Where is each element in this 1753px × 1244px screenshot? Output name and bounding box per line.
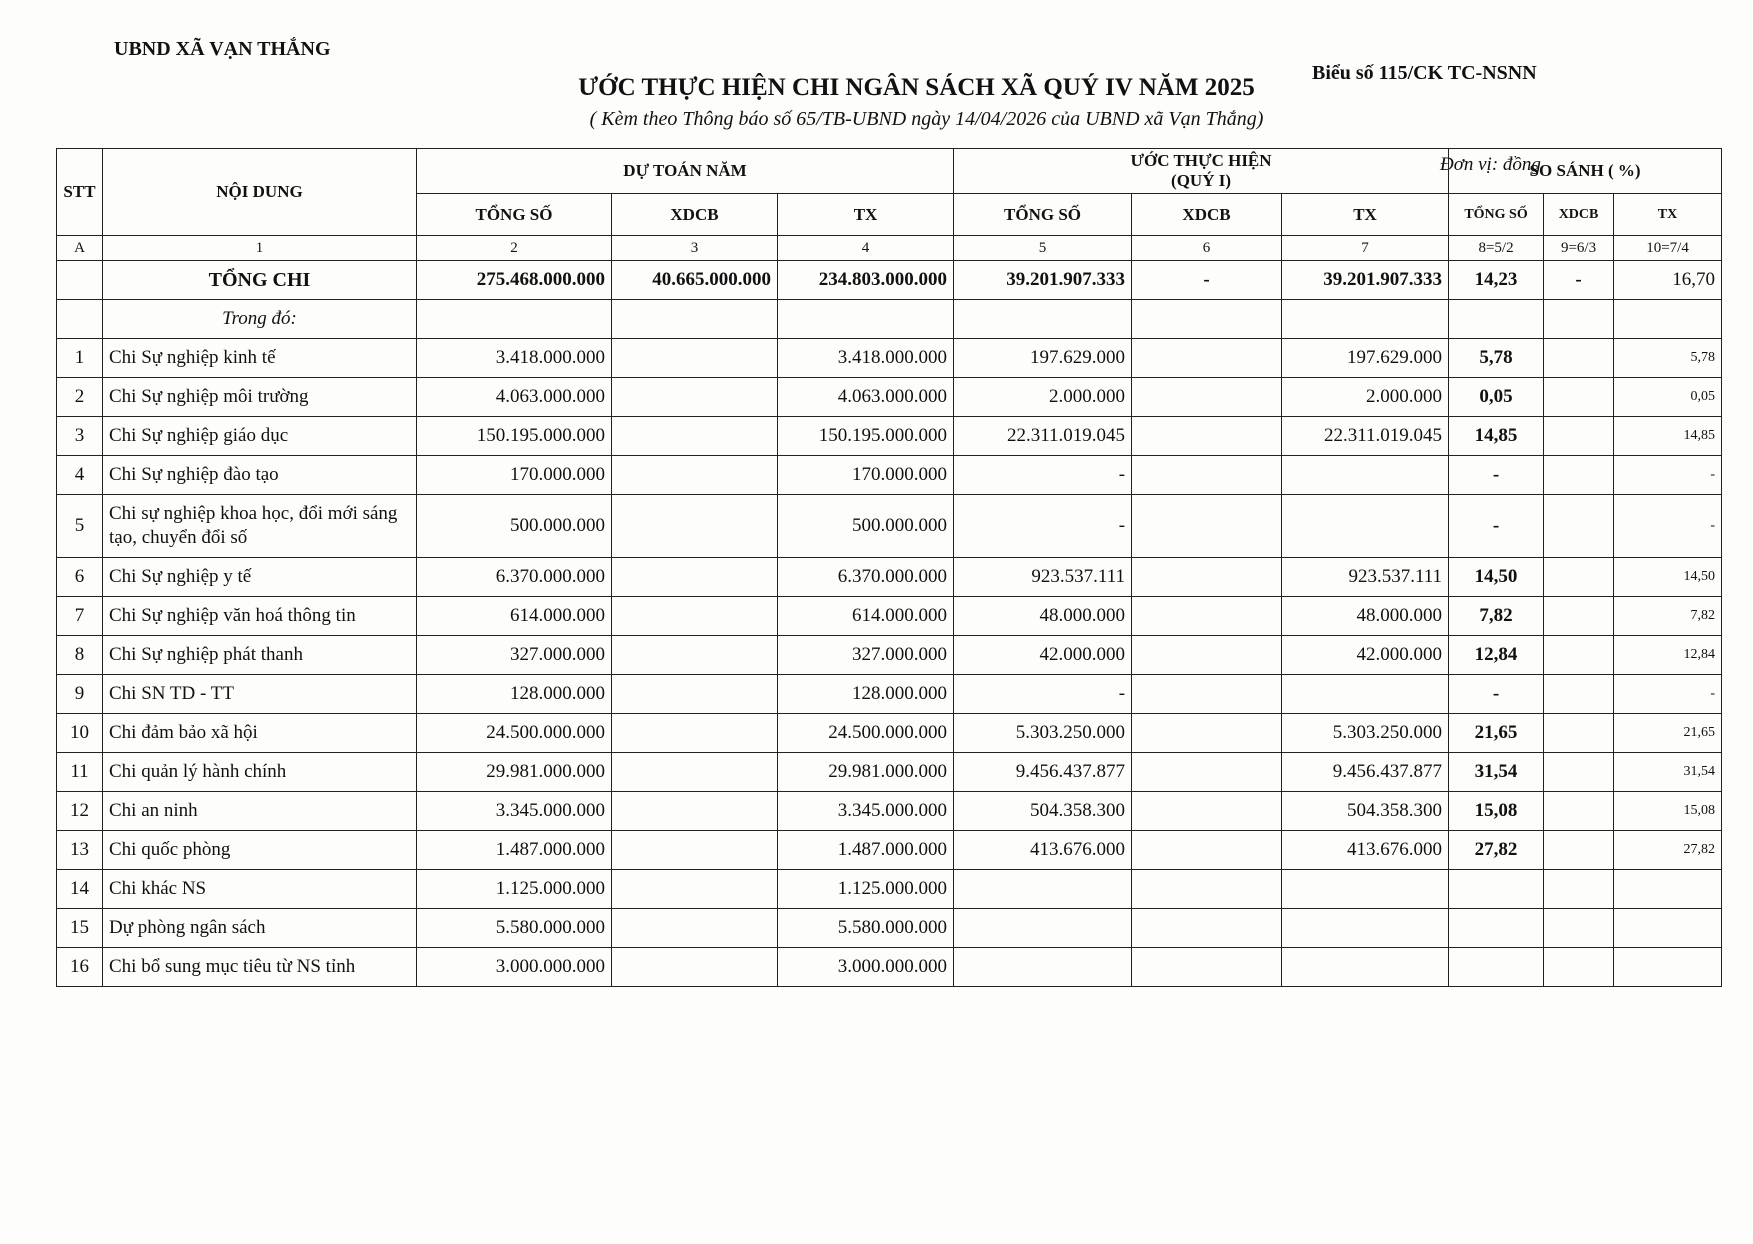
- row-compare-tx: 5,78: [1614, 339, 1722, 378]
- row-budget-xdcb: [612, 714, 778, 753]
- total-stt-cell: [57, 261, 103, 300]
- row-budget-xdcb: [612, 339, 778, 378]
- row-budget-tx: 29.981.000.000: [778, 753, 954, 792]
- row-budget-xdcb: [612, 831, 778, 870]
- col-budget-xdcb: XDCB: [612, 194, 778, 236]
- row-content: Chi bổ sung mục tiêu từ NS tỉnh: [103, 948, 417, 987]
- table-row: [57, 378, 1722, 417]
- row-budget-tx: 3.000.000.000: [778, 948, 954, 987]
- row-estimate-tx: 504.358.300: [1282, 792, 1449, 831]
- row-estimate-total: -: [954, 495, 1132, 558]
- row-content: Chi Sự nghiệp kinh tế: [103, 339, 417, 378]
- row-estimate-xdcb: [1132, 339, 1282, 378]
- row-estimate-tx: [1282, 456, 1449, 495]
- row-budget-total: 327.000.000: [417, 636, 612, 675]
- row-budget-xdcb: [612, 636, 778, 675]
- row-budget-total: 4.063.000.000: [417, 378, 612, 417]
- row-budget-tx: 327.000.000: [778, 636, 954, 675]
- row-estimate-total: [954, 909, 1132, 948]
- row-budget-tx: 6.370.000.000: [778, 558, 954, 597]
- col-budget-tx: TX: [778, 194, 954, 236]
- total-budget-total: 275.468.000.000: [417, 261, 612, 300]
- row-estimate-tx: [1282, 675, 1449, 714]
- row-estimate-total: 923.537.111: [954, 558, 1132, 597]
- row-estimate-xdcb: [1132, 378, 1282, 417]
- sub-label-row: [57, 300, 1722, 339]
- row-compare-xdcb: [1544, 870, 1614, 909]
- total-compare-xdcb: -: [1544, 261, 1614, 300]
- row-estimate-tx: 923.537.111: [1282, 558, 1449, 597]
- index-cell: 10=7/4: [1614, 236, 1722, 261]
- table-row: [57, 636, 1722, 675]
- row-compare-tx: -: [1614, 675, 1722, 714]
- col-group-estimate-line1: ƯỚC THỰC HIỆN: [1130, 151, 1272, 170]
- row-compare-tx: 0,05: [1614, 378, 1722, 417]
- row-compare-total: 14,50: [1449, 558, 1544, 597]
- row-budget-tx: 614.000.000: [778, 597, 954, 636]
- row-compare-xdcb: [1544, 948, 1614, 987]
- row-content: Chi Sự nghiệp môi trường: [103, 378, 417, 417]
- row-estimate-xdcb: [1132, 831, 1282, 870]
- table-row: [57, 792, 1722, 831]
- row-budget-xdcb: [612, 948, 778, 987]
- row-content: Chi Sự nghiệp đào tạo: [103, 456, 417, 495]
- row-estimate-total: 42.000.000: [954, 636, 1132, 675]
- row-estimate-tx: [1282, 909, 1449, 948]
- row-estimate-xdcb: [1132, 753, 1282, 792]
- row-budget-xdcb: [612, 495, 778, 558]
- row-stt: 9: [57, 675, 103, 714]
- row-stt: 4: [57, 456, 103, 495]
- row-compare-total: -: [1449, 675, 1544, 714]
- row-budget-total: 1.125.000.000: [417, 870, 612, 909]
- row-compare-xdcb: [1544, 909, 1614, 948]
- form-code: Biểu số 115/CK TC-NSNN: [1312, 62, 1537, 84]
- row-estimate-tx: 413.676.000: [1282, 831, 1449, 870]
- row-estimate-xdcb: [1132, 558, 1282, 597]
- document-title: ƯỚC THỰC HIỆN CHI NGÂN SÁCH XÃ QUÝ IV NĂM 2025: [578, 74, 1255, 101]
- row-compare-total: 31,54: [1449, 753, 1544, 792]
- row-budget-total: 170.000.000: [417, 456, 612, 495]
- table-row: [57, 339, 1722, 378]
- row-budget-xdcb: [612, 456, 778, 495]
- total-compare-tx: 16,70: [1614, 261, 1722, 300]
- col-group-estimate-line2: (QUÝ I): [1171, 171, 1231, 190]
- col-estimate-xdcb: XDCB: [1132, 194, 1282, 236]
- row-estimate-xdcb: [1132, 495, 1282, 558]
- row-estimate-tx: [1282, 948, 1449, 987]
- row-estimate-xdcb: [1132, 675, 1282, 714]
- row-compare-xdcb: [1544, 339, 1614, 378]
- row-compare-total: [1449, 948, 1544, 987]
- row-compare-tx: -: [1614, 456, 1722, 495]
- row-estimate-xdcb: [1132, 909, 1282, 948]
- row-compare-tx: 14,50: [1614, 558, 1722, 597]
- row-stt: 10: [57, 714, 103, 753]
- table-row: [57, 675, 1722, 714]
- row-stt: 8: [57, 636, 103, 675]
- row-content: Chi sự nghiệp khoa học, đổi mới sáng tạo, chuyển đổi số: [103, 495, 417, 558]
- row-estimate-xdcb: [1132, 456, 1282, 495]
- col-estimate-total: TỔNG SỐ: [954, 194, 1132, 236]
- index-cell: 5: [954, 236, 1132, 261]
- row-compare-total: 5,78: [1449, 339, 1544, 378]
- row-compare-xdcb: [1544, 495, 1614, 558]
- table-row: [57, 831, 1722, 870]
- index-cell: 1: [103, 236, 417, 261]
- row-estimate-total: 197.629.000: [954, 339, 1132, 378]
- budget-table: [56, 148, 1722, 987]
- unit-note: Đơn vị: đồng: [1440, 154, 1541, 175]
- row-compare-xdcb: [1544, 753, 1614, 792]
- empty-cell: [1544, 300, 1614, 339]
- sub-label: Trong đó:: [103, 300, 417, 339]
- index-cell: 8=5/2: [1449, 236, 1544, 261]
- row-content: Dự phòng ngân sách: [103, 909, 417, 948]
- row-stt: 12: [57, 792, 103, 831]
- row-budget-tx: 128.000.000: [778, 675, 954, 714]
- empty-cell: [417, 300, 612, 339]
- row-estimate-tx: 5.303.250.000: [1282, 714, 1449, 753]
- row-estimate-tx: 9.456.437.877: [1282, 753, 1449, 792]
- column-index-row: [57, 236, 1722, 261]
- row-compare-tx: [1614, 948, 1722, 987]
- total-label: TỔNG CHI: [103, 261, 417, 300]
- row-compare-total: 14,85: [1449, 417, 1544, 456]
- row-compare-xdcb: [1544, 558, 1614, 597]
- agency-name: UBND XÃ VẠN THẮNG: [114, 38, 331, 60]
- row-estimate-total: 2.000.000: [954, 378, 1132, 417]
- row-estimate-total: -: [954, 456, 1132, 495]
- index-cell: 4: [778, 236, 954, 261]
- row-compare-total: 15,08: [1449, 792, 1544, 831]
- row-content: Chi Sự nghiệp y tế: [103, 558, 417, 597]
- table-row: [57, 495, 1722, 558]
- col-compare-tx: TX: [1614, 194, 1722, 236]
- empty-cell: [1282, 300, 1449, 339]
- total-budget-tx: 234.803.000.000: [778, 261, 954, 300]
- row-compare-total: 0,05: [1449, 378, 1544, 417]
- row-compare-total: 21,65: [1449, 714, 1544, 753]
- empty-cell: [1449, 300, 1544, 339]
- row-estimate-total: 9.456.437.877: [954, 753, 1132, 792]
- row-estimate-total: [954, 948, 1132, 987]
- row-stt: 13: [57, 831, 103, 870]
- document-subtitle: ( Kèm theo Thông báo số 65/TB-UBND ngày 14/04/2026 của UBND xã Vạn Thắng): [589, 108, 1264, 130]
- table-row: [57, 909, 1722, 948]
- row-stt: 3: [57, 417, 103, 456]
- row-compare-total: -: [1449, 495, 1544, 558]
- row-estimate-xdcb: [1132, 870, 1282, 909]
- row-budget-tx: 500.000.000: [778, 495, 954, 558]
- row-budget-tx: 1.487.000.000: [778, 831, 954, 870]
- row-budget-tx: 24.500.000.000: [778, 714, 954, 753]
- total-estimate-total: 39.201.907.333: [954, 261, 1132, 300]
- row-stt: 5: [57, 495, 103, 558]
- row-stt: 15: [57, 909, 103, 948]
- row-content: Chi Sự nghiệp phát thanh: [103, 636, 417, 675]
- row-estimate-tx: 48.000.000: [1282, 597, 1449, 636]
- row-budget-tx: 150.195.000.000: [778, 417, 954, 456]
- row-budget-total: 3.345.000.000: [417, 792, 612, 831]
- row-compare-total: [1449, 909, 1544, 948]
- row-budget-xdcb: [612, 597, 778, 636]
- col-group-budget: DỰ TOÁN NĂM: [417, 149, 954, 194]
- total-estimate-xdcb: -: [1132, 261, 1282, 300]
- row-compare-xdcb: [1544, 597, 1614, 636]
- row-content: Chi quản lý hành chính: [103, 753, 417, 792]
- item-rows: [57, 339, 1722, 987]
- row-compare-xdcb: [1544, 636, 1614, 675]
- row-compare-total: 7,82: [1449, 597, 1544, 636]
- index-cell: 2: [417, 236, 612, 261]
- row-budget-xdcb: [612, 378, 778, 417]
- row-budget-total: 3.418.000.000: [417, 339, 612, 378]
- row-stt: 1: [57, 339, 103, 378]
- row-stt: 7: [57, 597, 103, 636]
- total-row: [57, 261, 1722, 300]
- row-budget-xdcb: [612, 675, 778, 714]
- row-budget-tx: 3.345.000.000: [778, 792, 954, 831]
- empty-cell: [1132, 300, 1282, 339]
- row-compare-xdcb: [1544, 417, 1614, 456]
- row-estimate-total: 22.311.019.045: [954, 417, 1132, 456]
- row-compare-tx: [1614, 909, 1722, 948]
- row-estimate-tx: [1282, 870, 1449, 909]
- row-compare-xdcb: [1544, 378, 1614, 417]
- col-group-estimate: [954, 149, 1449, 194]
- row-budget-xdcb: [612, 870, 778, 909]
- row-stt: 11: [57, 753, 103, 792]
- row-estimate-total: 413.676.000: [954, 831, 1132, 870]
- total-compare-total: 14,23: [1449, 261, 1544, 300]
- row-estimate-xdcb: [1132, 636, 1282, 675]
- row-compare-tx: -: [1614, 495, 1722, 558]
- col-content: NỘI DUNG: [103, 149, 417, 236]
- row-budget-total: 6.370.000.000: [417, 558, 612, 597]
- row-stt: 14: [57, 870, 103, 909]
- col-group-compare: SO SÁNH ( %): [1449, 149, 1722, 194]
- row-compare-tx: [1614, 870, 1722, 909]
- row-budget-total: 150.195.000.000: [417, 417, 612, 456]
- table-row: [57, 948, 1722, 987]
- row-budget-total: 128.000.000: [417, 675, 612, 714]
- col-estimate-tx: TX: [1282, 194, 1449, 236]
- row-compare-tx: 7,82: [1614, 597, 1722, 636]
- row-budget-total: 1.487.000.000: [417, 831, 612, 870]
- row-stt: 16: [57, 948, 103, 987]
- empty-cell: [954, 300, 1132, 339]
- row-estimate-total: 5.303.250.000: [954, 714, 1132, 753]
- row-estimate-total: -: [954, 675, 1132, 714]
- row-content: Chi SN TD - TT: [103, 675, 417, 714]
- row-compare-xdcb: [1544, 714, 1614, 753]
- row-estimate-xdcb: [1132, 948, 1282, 987]
- empty-cell: [1614, 300, 1722, 339]
- row-compare-tx: 21,65: [1614, 714, 1722, 753]
- col-budget-total: TỔNG SỐ: [417, 194, 612, 236]
- row-compare-total: -: [1449, 456, 1544, 495]
- col-compare-total: TỔNG SỐ: [1449, 194, 1544, 236]
- row-budget-total: 3.000.000.000: [417, 948, 612, 987]
- row-compare-xdcb: [1544, 456, 1614, 495]
- row-compare-total: [1449, 870, 1544, 909]
- row-budget-xdcb: [612, 792, 778, 831]
- row-content: Chi khác NS: [103, 870, 417, 909]
- row-content: Chi an ninh: [103, 792, 417, 831]
- row-budget-total: 5.580.000.000: [417, 909, 612, 948]
- table-row: [57, 753, 1722, 792]
- empty-cell: [778, 300, 954, 339]
- table-row: [57, 714, 1722, 753]
- index-cell: 9=6/3: [1544, 236, 1614, 261]
- row-budget-tx: 170.000.000: [778, 456, 954, 495]
- row-estimate-tx: 2.000.000: [1282, 378, 1449, 417]
- row-content: Chi đảm bảo xã hội: [103, 714, 417, 753]
- index-cell: 6: [1132, 236, 1282, 261]
- row-budget-total: 24.500.000.000: [417, 714, 612, 753]
- row-budget-total: 614.000.000: [417, 597, 612, 636]
- row-budget-tx: 1.125.000.000: [778, 870, 954, 909]
- row-budget-xdcb: [612, 909, 778, 948]
- row-stt: 2: [57, 378, 103, 417]
- row-content: Chi Sự nghiệp giáo dục: [103, 417, 417, 456]
- index-cell: A: [57, 236, 103, 261]
- row-estimate-total: 504.358.300: [954, 792, 1132, 831]
- row-budget-tx: 4.063.000.000: [778, 378, 954, 417]
- row-budget-tx: 3.418.000.000: [778, 339, 954, 378]
- row-budget-xdcb: [612, 417, 778, 456]
- empty-cell: [612, 300, 778, 339]
- row-compare-tx: 31,54: [1614, 753, 1722, 792]
- row-budget-xdcb: [612, 753, 778, 792]
- row-estimate-xdcb: [1132, 792, 1282, 831]
- row-estimate-total: [954, 870, 1132, 909]
- row-estimate-xdcb: [1132, 417, 1282, 456]
- row-compare-xdcb: [1544, 792, 1614, 831]
- empty-cell: [57, 300, 103, 339]
- row-stt: 6: [57, 558, 103, 597]
- row-estimate-xdcb: [1132, 597, 1282, 636]
- table-body: [57, 261, 1722, 339]
- table-header: [57, 149, 1722, 261]
- row-estimate-total: 48.000.000: [954, 597, 1132, 636]
- row-budget-total: 29.981.000.000: [417, 753, 612, 792]
- row-estimate-tx: 42.000.000: [1282, 636, 1449, 675]
- row-estimate-tx: [1282, 495, 1449, 558]
- index-cell: 3: [612, 236, 778, 261]
- row-compare-tx: 27,82: [1614, 831, 1722, 870]
- row-compare-tx: 14,85: [1614, 417, 1722, 456]
- row-budget-total: 500.000.000: [417, 495, 612, 558]
- row-estimate-xdcb: [1132, 714, 1282, 753]
- table-row: [57, 870, 1722, 909]
- row-estimate-tx: 22.311.019.045: [1282, 417, 1449, 456]
- col-compare-xdcb: XDCB: [1544, 194, 1614, 236]
- row-content: Chi quốc phòng: [103, 831, 417, 870]
- table-row: [57, 417, 1722, 456]
- row-compare-xdcb: [1544, 831, 1614, 870]
- table-row: [57, 456, 1722, 495]
- total-estimate-tx: 39.201.907.333: [1282, 261, 1449, 300]
- index-cell: 7: [1282, 236, 1449, 261]
- row-estimate-tx: 197.629.000: [1282, 339, 1449, 378]
- row-budget-xdcb: [612, 558, 778, 597]
- row-compare-total: 12,84: [1449, 636, 1544, 675]
- col-stt: STT: [57, 149, 103, 236]
- row-content: Chi Sự nghiệp văn hoá thông tin: [103, 597, 417, 636]
- row-compare-xdcb: [1544, 675, 1614, 714]
- row-budget-tx: 5.580.000.000: [778, 909, 954, 948]
- row-compare-total: 27,82: [1449, 831, 1544, 870]
- table-row: [57, 558, 1722, 597]
- row-compare-tx: 12,84: [1614, 636, 1722, 675]
- table-row: [57, 597, 1722, 636]
- total-budget-xdcb: 40.665.000.000: [612, 261, 778, 300]
- row-compare-tx: 15,08: [1614, 792, 1722, 831]
